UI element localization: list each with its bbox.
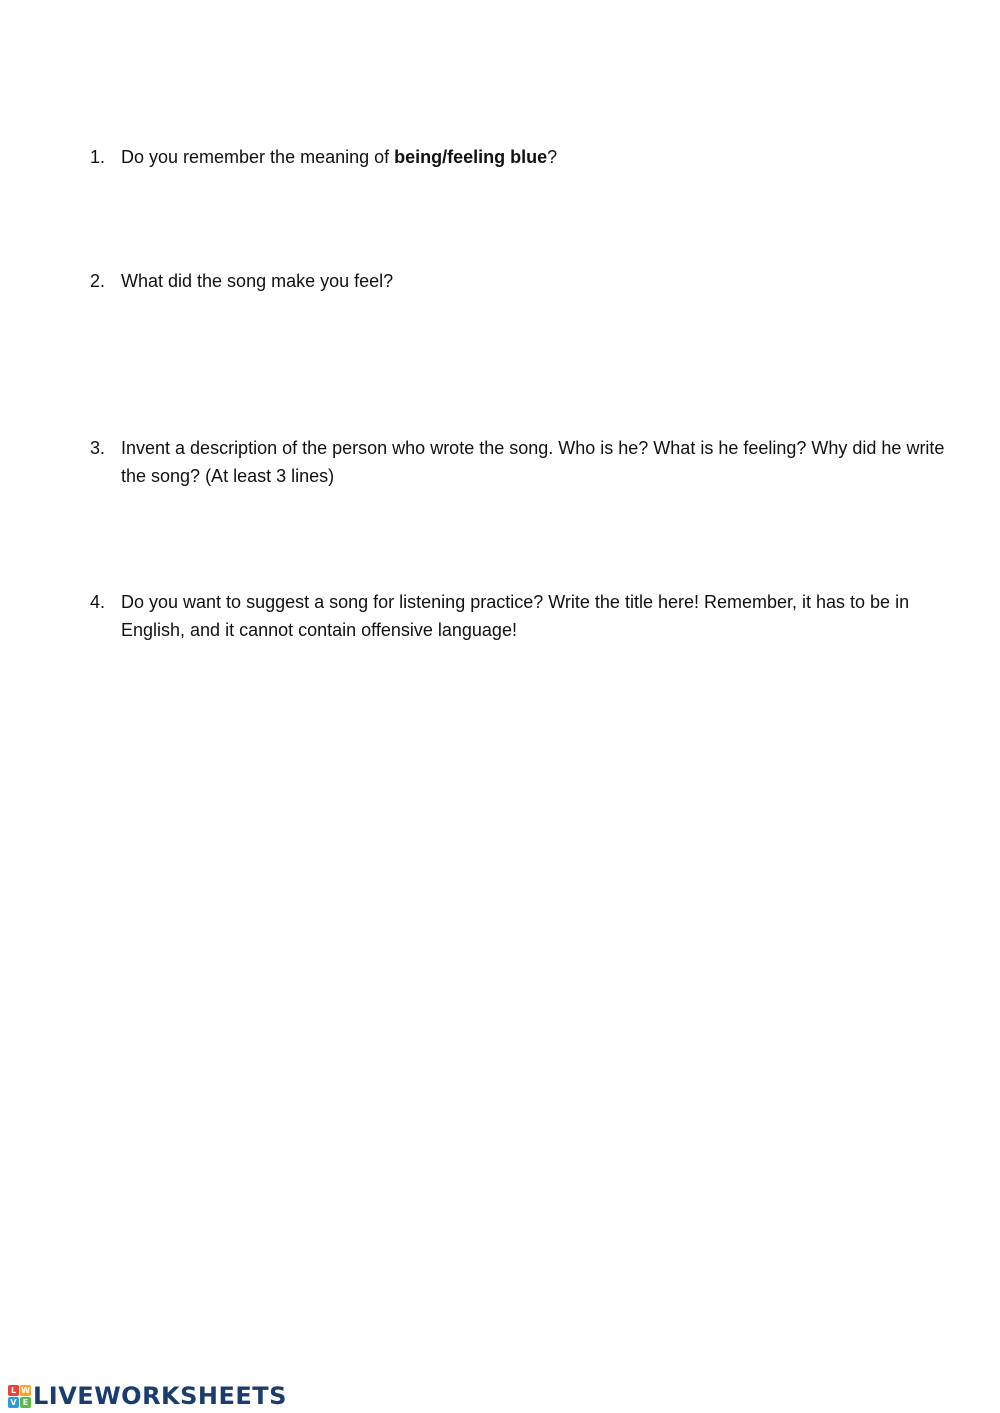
question-1 <box>90 143 950 171</box>
logo-blocks-icon <box>8 1385 31 1408</box>
question-number: 4. <box>90 592 106 612</box>
logo-block: L <box>8 1385 19 1396</box>
question-number: 1. <box>90 147 106 167</box>
question-4 <box>90 588 950 644</box>
question-number: 3. <box>90 438 106 458</box>
question-text <box>121 143 950 171</box>
liveworksheets-logo[interactable] <box>8 1381 287 1411</box>
logo-text: LIVEWORKSHEETS <box>33 1382 287 1410</box>
question-text-end: ? <box>547 147 558 167</box>
question-number: 2. <box>90 271 106 291</box>
logo-block: W <box>21 1385 30 1395</box>
question-text-start: Do you remember the meaning of <box>121 147 395 167</box>
question-text: What did the song make you feel? <box>121 271 394 291</box>
question-2 <box>90 267 950 295</box>
question-text: Do you want to suggest a song for listening practice? Write the title here! Remember, it has to be in English, and it cannot contain offensive language! <box>121 592 910 640</box>
question-text: Invent a description of the person who wrote the song. Who is he? What is he feeling? Why did he write the song? (At least 3 lines) <box>121 438 945 486</box>
question-3 <box>90 434 950 490</box>
logo-block: E <box>20 1397 31 1408</box>
logo-block: V <box>8 1397 19 1408</box>
question-bold-term: being/feeling blue <box>394 147 548 167</box>
